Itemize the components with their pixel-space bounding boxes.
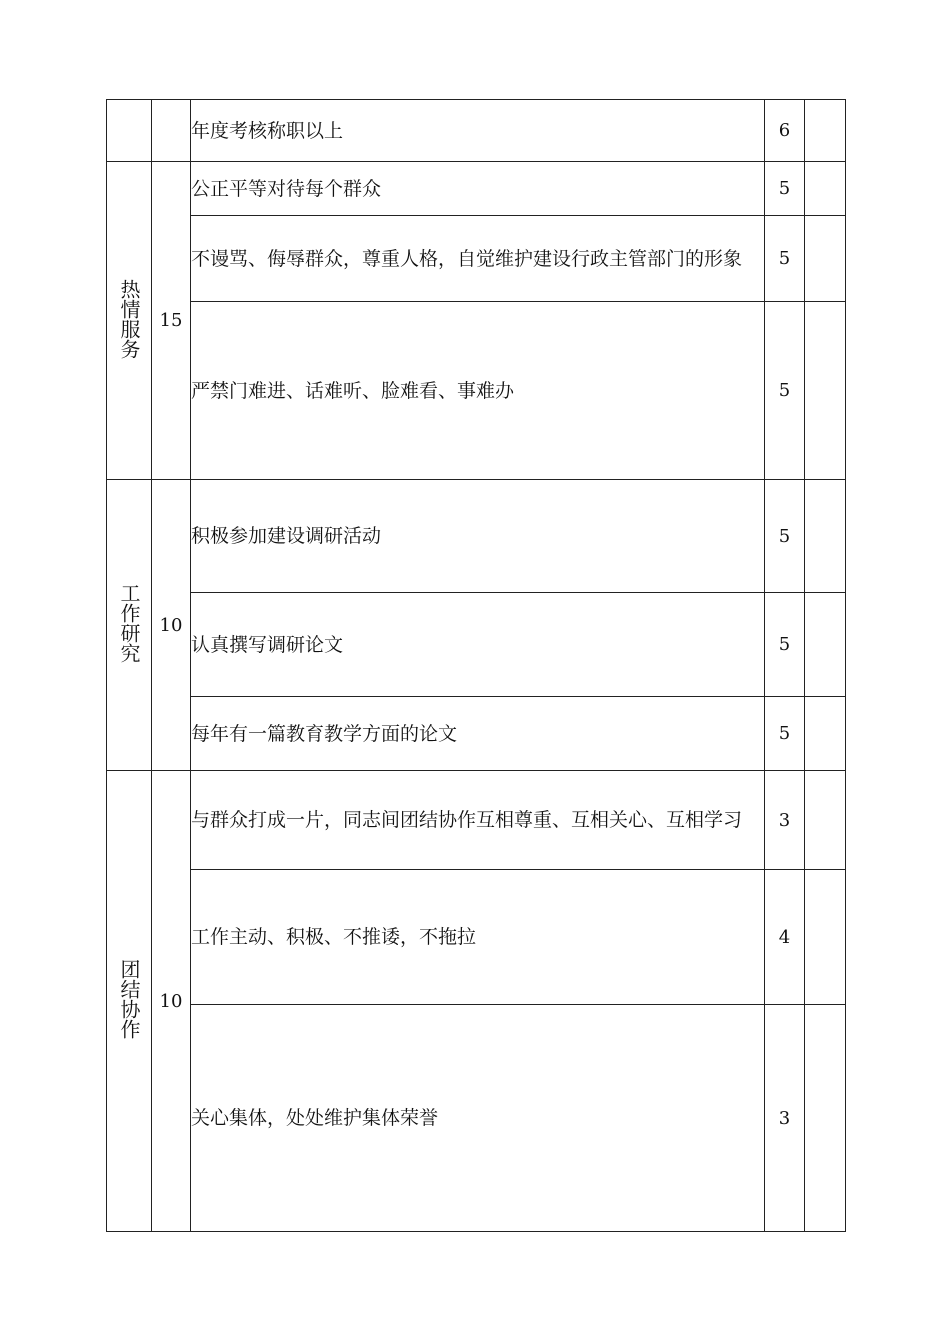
table-row <box>107 162 846 216</box>
category-score-cell: 15 <box>152 162 191 480</box>
item-text-cell: 认真撰写调研论文 <box>191 593 765 697</box>
item-text-cell: 工作主动、积极、不推诿，不拖拉 <box>191 870 765 1005</box>
table-row <box>107 100 846 162</box>
category-cell <box>107 100 152 162</box>
item-text-cell: 与群众打成一片，同志间团结协作互相尊重、互相关心、互相学习 <box>191 771 765 870</box>
item-text-cell: 年度考核称职以上 <box>191 100 765 162</box>
actual-score-cell <box>805 216 846 302</box>
table-row <box>107 1005 846 1232</box>
table-row <box>107 302 846 480</box>
actual-score-cell <box>805 697 846 771</box>
item-text-cell: 不谩骂、侮辱群众，尊重人格，自觉维护建设行政主管部门的形象 <box>191 216 765 302</box>
category-cell <box>107 771 152 1232</box>
actual-score-cell <box>805 100 846 162</box>
item-text-cell: 积极参加建设调研活动 <box>191 480 765 593</box>
actual-score-cell <box>805 480 846 593</box>
item-points-cell: 5 <box>765 480 805 593</box>
category-score-cell <box>152 100 191 162</box>
item-points-cell: 5 <box>765 697 805 771</box>
item-points-cell: 5 <box>765 593 805 697</box>
evaluation-table <box>106 99 846 1232</box>
table-row <box>107 870 846 1005</box>
category-score-cell: 10 <box>152 771 191 1232</box>
category-label: 团结协作 <box>117 959 141 1039</box>
item-text-cell: 关心集体，处处维护集体荣誉 <box>191 1005 765 1232</box>
actual-score-cell <box>805 771 846 870</box>
actual-score-cell <box>805 162 846 216</box>
table-row <box>107 480 846 593</box>
item-text-cell: 每年有一篇教育教学方面的论文 <box>191 697 765 771</box>
category-score-cell: 10 <box>152 480 191 771</box>
category-cell <box>107 480 152 771</box>
actual-score-cell <box>805 302 846 480</box>
category-label: 工作研究 <box>117 583 141 663</box>
table-row <box>107 216 846 302</box>
table-row <box>107 697 846 771</box>
item-points-cell: 5 <box>765 216 805 302</box>
item-text-cell: 公正平等对待每个群众 <box>191 162 765 216</box>
table-row <box>107 593 846 697</box>
item-points-cell: 3 <box>765 771 805 870</box>
actual-score-cell <box>805 593 846 697</box>
actual-score-cell <box>805 1005 846 1232</box>
table-row <box>107 771 846 870</box>
item-points-cell: 5 <box>765 162 805 216</box>
item-points-cell: 4 <box>765 870 805 1005</box>
category-label: 热情服务 <box>117 278 141 359</box>
item-points-cell: 3 <box>765 1005 805 1232</box>
item-text-cell: 严禁门难进、话难听、脸难看、事难办 <box>191 302 765 480</box>
item-points-cell: 5 <box>765 302 805 480</box>
actual-score-cell <box>805 870 846 1005</box>
item-points-cell: 6 <box>765 100 805 162</box>
category-cell <box>107 162 152 480</box>
